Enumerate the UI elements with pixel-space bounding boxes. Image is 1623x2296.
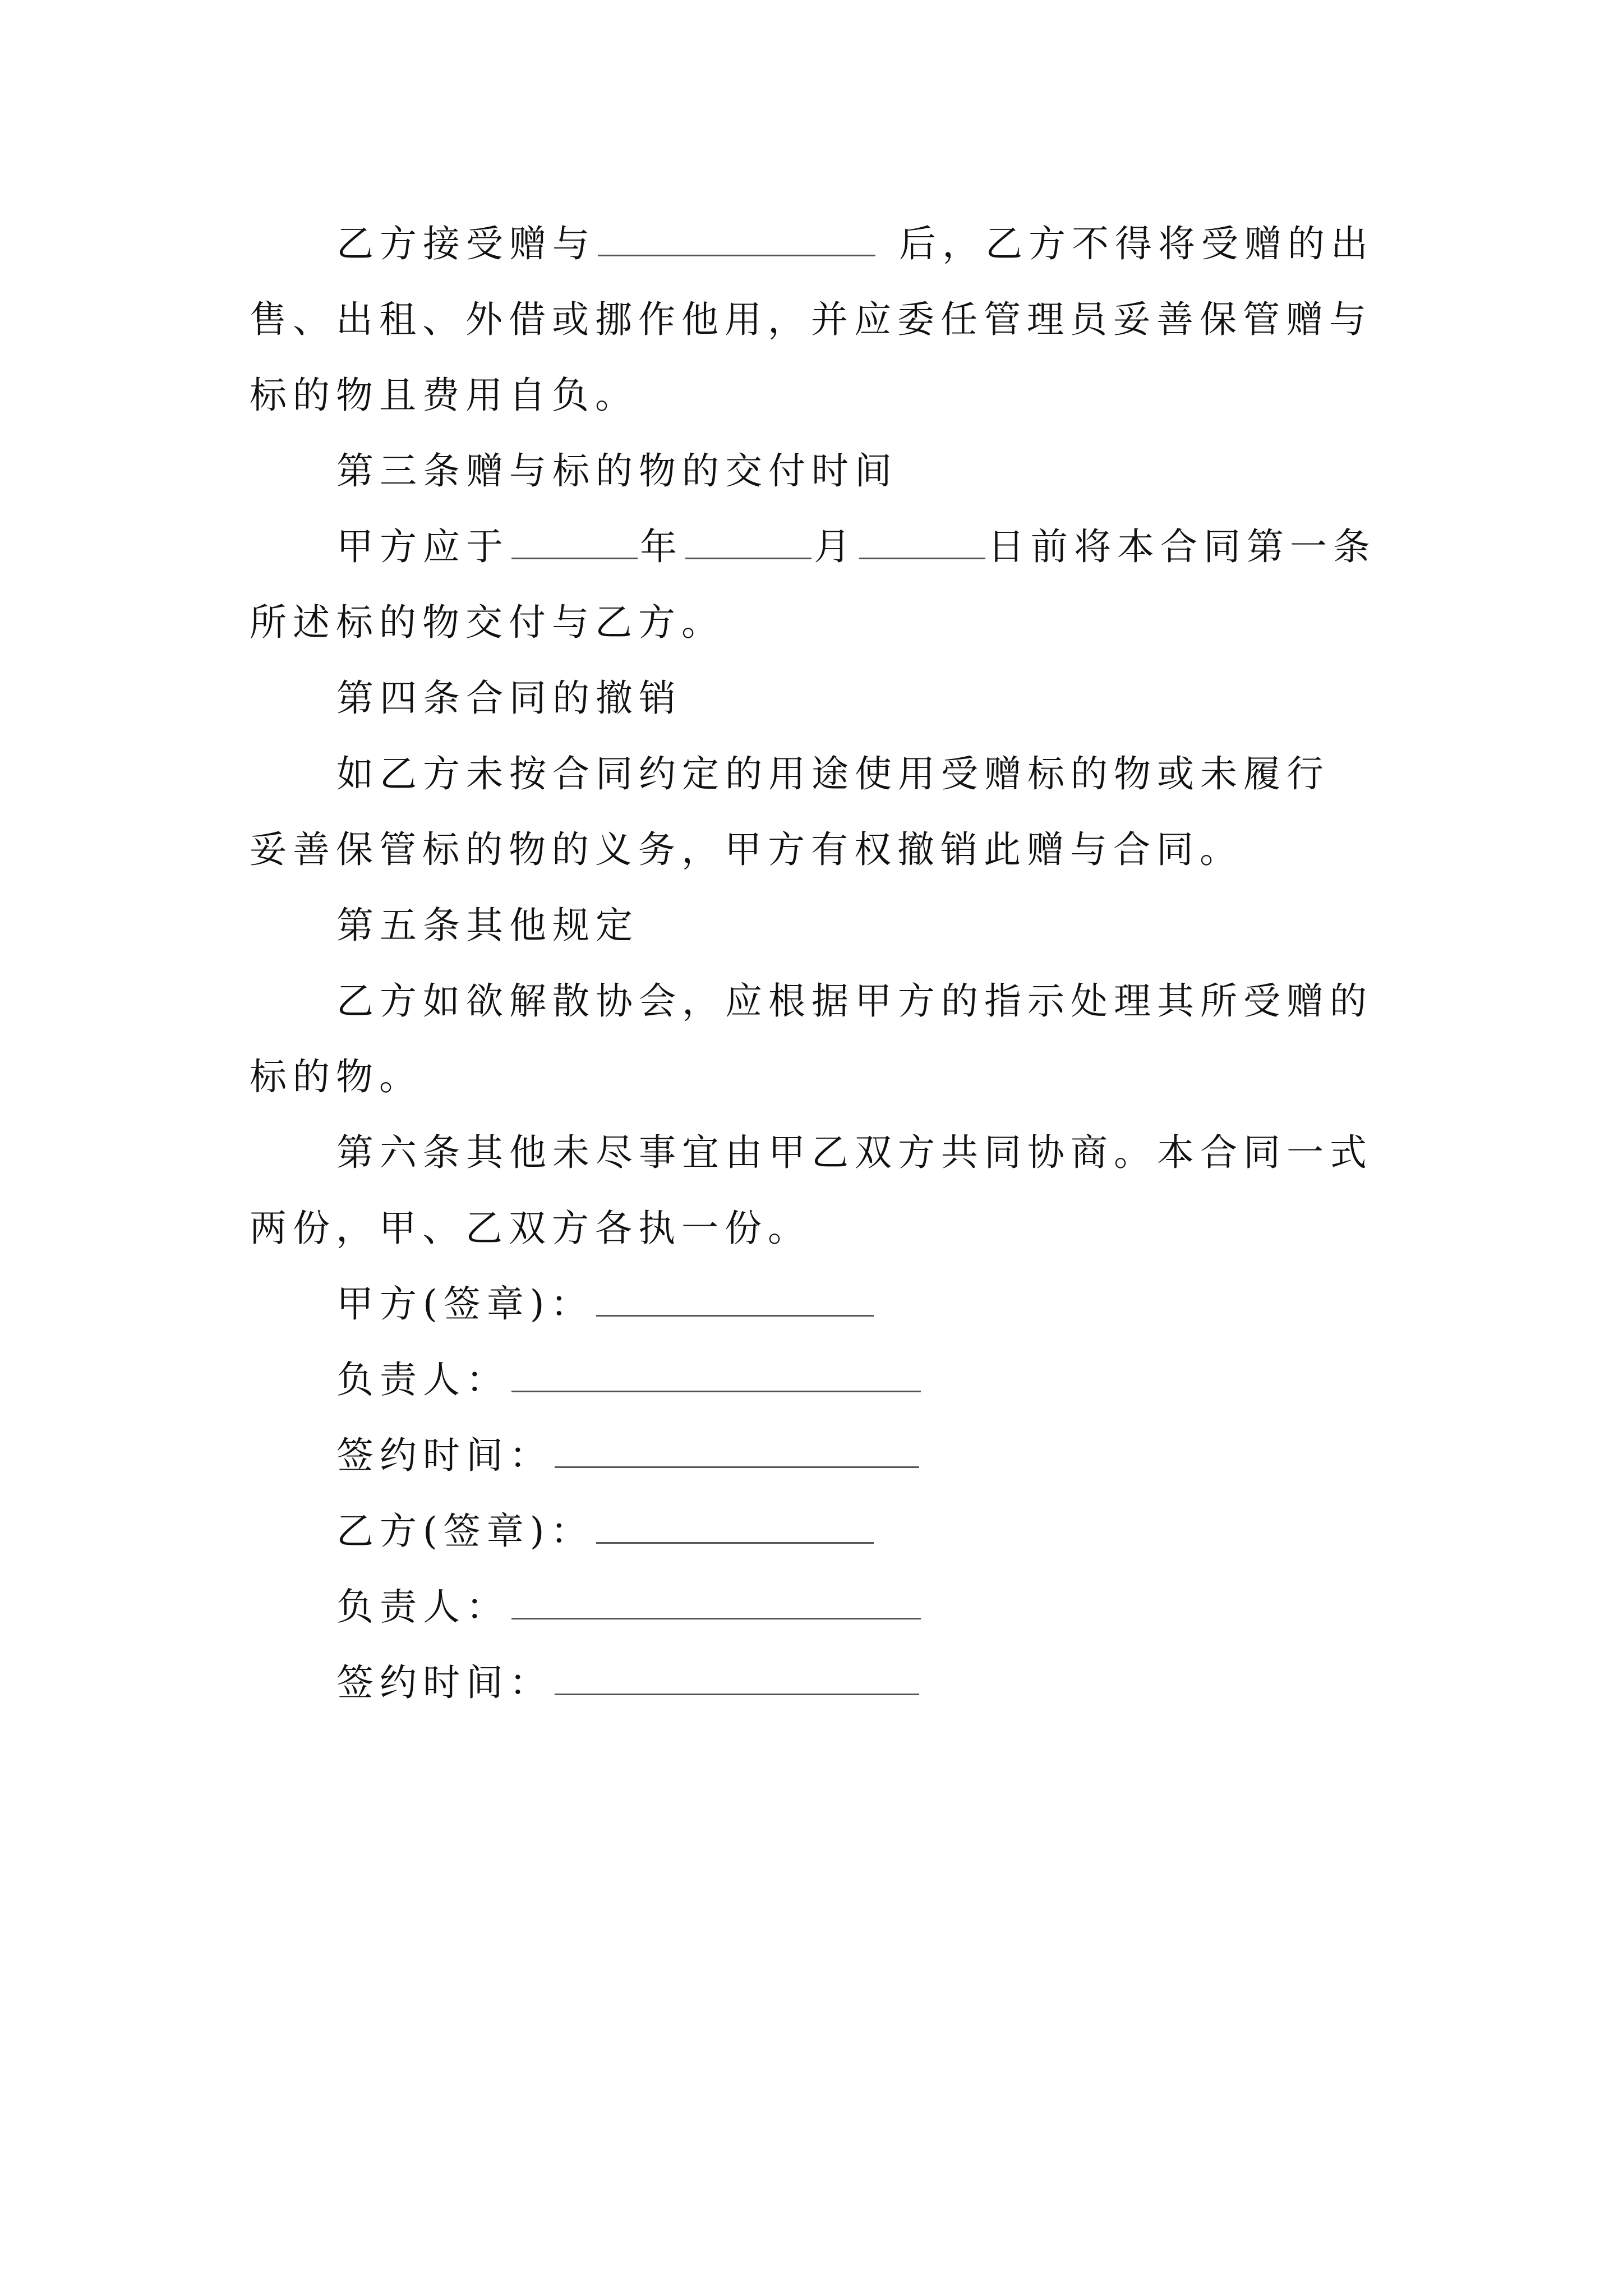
article-heading: 第五条其他规定 (336, 904, 639, 947)
paragraph-line: 乙方如欲解散协会，应根据甲方的指示处理其所受赠的 (336, 979, 1373, 1023)
paragraph-line (336, 216, 1374, 272)
party-a-label: 甲方(签章)： (336, 1282, 594, 1326)
paragraph-line: 第六条其他未尽事宜由甲乙双方共同协商。本合同一式 (336, 1131, 1373, 1174)
text: 乙方接受赠与 (336, 222, 596, 265)
party-b-rep-label: 负责人： (336, 1585, 509, 1628)
day-blank[interactable] (859, 521, 985, 559)
article-heading: 第四条合同的撤销 (336, 677, 682, 720)
signature-line-party-b-date (336, 1655, 921, 1711)
signature-line-party-a-rep (336, 1352, 923, 1408)
party-a-rep-label: 负责人： (336, 1358, 509, 1401)
party-b-rep-field[interactable] (511, 1581, 921, 1619)
signature-line-party-a (336, 1276, 876, 1332)
party-a-signature-field[interactable] (596, 1278, 874, 1317)
party-a-date-field[interactable] (555, 1429, 919, 1468)
party-b-date-field[interactable] (555, 1657, 919, 1695)
party-a-rep-field[interactable] (511, 1354, 921, 1392)
paragraph-line: 标的物且费用自负。 (250, 374, 638, 417)
paragraph-line: 两份，甲、乙双方各执一份。 (250, 1207, 811, 1250)
signature-line-party-a-date (336, 1428, 921, 1484)
text: 甲方应于 (336, 525, 509, 568)
signature-line-party-b (336, 1503, 876, 1559)
party-b-signature-field[interactable] (596, 1505, 874, 1544)
party-b-label: 乙方(签章)： (336, 1510, 594, 1553)
month-blank[interactable] (685, 521, 811, 559)
paragraph-line: 售、出租、外借或挪作他用，并应委任管理员妥善保管赠与 (250, 298, 1372, 341)
party-b-date-label: 签约时间： (336, 1661, 552, 1704)
year-label: 年 (640, 525, 683, 568)
paragraph-line: 标的物。 (250, 1055, 422, 1098)
party-a-date-label: 签约时间： (336, 1434, 552, 1477)
month-label: 月 (814, 525, 857, 568)
signature-line-party-b-rep (336, 1579, 923, 1635)
paragraph-line: 所述标的物交付与乙方。 (250, 601, 725, 644)
paragraph-line: 妥善保管标的物的义务，甲方有权撤销此赠与合同。 (250, 828, 1243, 871)
text: 日前将本合同第一条 (988, 525, 1376, 568)
year-blank[interactable] (511, 521, 638, 559)
article-heading: 第三条赠与标的物的交付时间 (336, 449, 898, 493)
paragraph-line: 如乙方未按合同约定的用途使用受赠标的物或未履行 (336, 752, 1330, 795)
fill-in-blank[interactable] (598, 218, 875, 256)
paragraph-line (336, 519, 1376, 575)
text: 后，乙方不得将受赠的出 (899, 222, 1374, 265)
